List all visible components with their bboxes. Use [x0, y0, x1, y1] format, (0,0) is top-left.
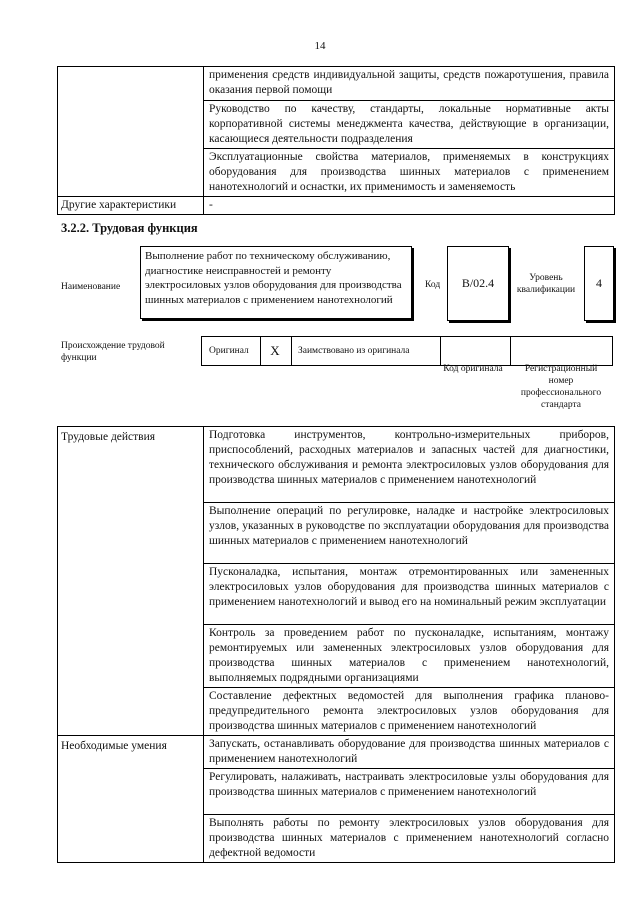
table-cell-text: Регулировать, налаживать, настраивать электросиловые узлы оборудования для производства шинных материалов с применением нанотехнологий	[204, 769, 615, 815]
table-cell-label: Необходимые умения	[58, 736, 204, 863]
table-cell-text: Составление дефектных ведомостей для выполнения графика планово-предупредительного ремонта электросиловых узлов оборудования для производства шинных материалов с применением нанотехнологий	[204, 688, 615, 736]
original-code-caption: Код оригинала	[443, 364, 503, 374]
table-cell-text: Подготовка инструментов, контрольно-измерительных приборов, приспособлений, расходных материалов и запасных частей для диагностики, технического обслуживания и ремонта электросиловых узлов оборудования для производства шинных материалов с применением нанотехнологий	[204, 427, 615, 503]
table-row	[58, 736, 615, 769]
main-table	[57, 426, 615, 863]
table-row	[58, 197, 615, 215]
borrowed-label: Заимствовано из оригинала	[298, 346, 410, 356]
table-cell-text: Пусконаладка, испытания, монтаж отремонтированных или замененных электросиловых узлов оборудования для производства шинных материалов с применением нанотехнологий и вывод его на номинальный режим эксплуатации	[204, 564, 615, 625]
code-value-box: B/02.4	[447, 246, 509, 321]
table-cell-text: -	[204, 197, 615, 215]
table-cell-text: применения средств индивидуальной защиты, средств пожаротушения, правила оказания первой помощи	[204, 67, 615, 101]
level-label: Уровень квалификации	[516, 273, 576, 295]
origin-row	[201, 336, 613, 366]
code-label: Код	[425, 280, 441, 290]
divider	[291, 337, 292, 365]
table-cell-label	[58, 67, 204, 197]
table-cell-text: Запускать, останавливать оборудование для производства шинных материалов с применением нанотехнологий	[204, 736, 615, 769]
section-title: 3.2.2. Трудовая функция	[61, 221, 198, 235]
function-name-box: Выполнение работ по техническому обслуживанию, диагностике неисправностей и ремонту электросиловых узлов оборудования для производства шинных материалов с применением нанотехнологий	[140, 246, 412, 319]
level-value-box: 4	[584, 246, 614, 321]
table-cell-text: Выполнение операций по регулировке, наладке и настройке электросиловых узлов, указанных в руководстве по эксплуатации оборудования для производства шинных материалов с применением нанотехнологий	[204, 503, 615, 564]
table-cell-label: Трудовые действия	[58, 427, 204, 736]
divider	[440, 337, 441, 365]
name-label: Наименование	[61, 282, 121, 292]
page-number: 14	[314, 40, 326, 52]
table-cell-text: Руководство по качеству, стандарты, локальные нормативные акты корпоративной системы менеджмента качества, действующие в организации, касающиеся деятельности подразделения	[204, 101, 615, 149]
table-row	[58, 427, 615, 503]
table-cell-label: Другие характеристики	[58, 197, 204, 215]
table-cell-text: Эксплуатационные свойства материалов, применяемых в конструкциях оборудования для производства шинных материалов с применением нанотехнологий и оснастки, их применимость и заменяемость	[204, 149, 615, 197]
table-row	[58, 67, 615, 101]
top-table	[57, 66, 615, 215]
original-label: Оригинал	[209, 346, 249, 356]
original-mark: X	[270, 343, 280, 358]
table-cell-text: Выполнять работы по ремонту электросиловых узлов оборудования для производства шинных материалов с применением нанотехнологий согласно дефектной ведомости	[204, 815, 615, 863]
table-cell-text: Контроль за проведением работ по пусконаладке, испытаниям, монтажу ремонтируемых или замененных электросиловых узлов оборудования для производства шинных материалов с применением нанотехнологий, выполняемых подрядными организациями	[204, 625, 615, 688]
registration-caption: Регистрационный номер профессионального стандарта	[520, 364, 602, 410]
origin-label: Происхождение трудовой функции	[61, 341, 165, 363]
divider	[510, 337, 511, 365]
